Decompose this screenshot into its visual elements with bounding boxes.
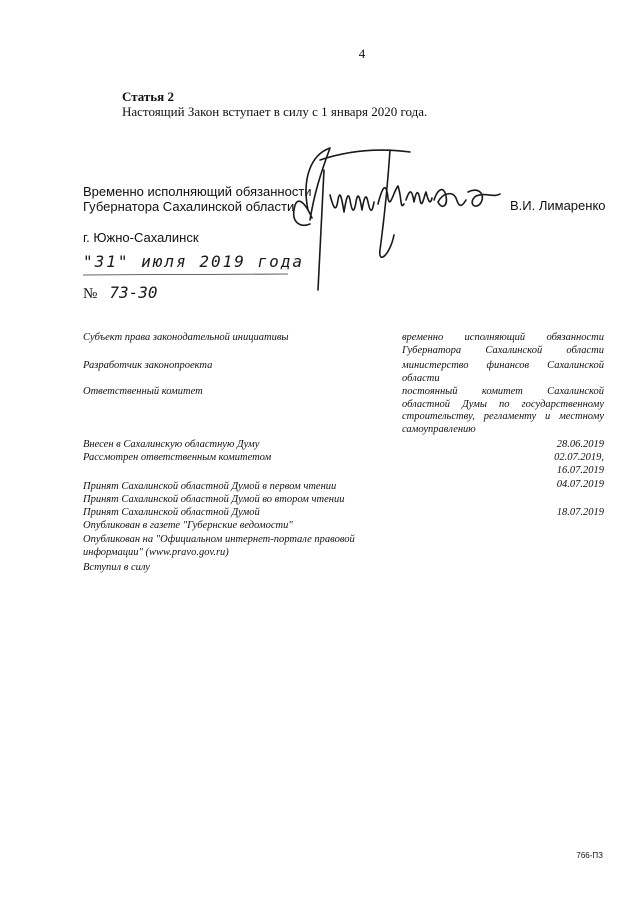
signer-position-line1: Временно исполняющий обязанности: [83, 184, 312, 199]
published-portal-label-1: Опубликован на "Официальном интернет-портале правовой: [83, 534, 355, 545]
signer-position-line2: Губернатора Сахалинской области: [83, 199, 295, 214]
number-symbol: №: [83, 286, 98, 302]
second-reading-label: Принят Сахалинской областной Думой во втором чтении: [83, 494, 345, 505]
footer-code: 766-ПЗ: [576, 851, 603, 860]
subject-value: временно исполняющий обязанности Губернатора Сахалинской области: [402, 332, 604, 356]
first-reading-date: 04.07.2019: [556, 479, 604, 490]
effective-label: Вступил в силу: [83, 562, 150, 573]
date-underline: [83, 272, 293, 278]
reviewed-date-2: 16.07.2019: [556, 465, 604, 476]
handwritten-signature: [290, 140, 505, 305]
first-reading-label: Принят Сахалинской областной Думой в первом чтении: [83, 481, 337, 492]
handwritten-number-line: [83, 283, 157, 303]
developer-value: министерство финансов Сахалинской области: [402, 360, 604, 384]
published-gazette-label: Опубликован в газете "Губернские ведомости": [83, 520, 293, 531]
committee-value: постоянный комитет Сахалинской областной Думы по государственному строительству, регламенту и местному самоуправлению: [402, 386, 604, 435]
city: г. Южно-Сахалинск: [83, 230, 199, 245]
developer-label: Разработчик законопроекта: [83, 360, 213, 371]
committee-label: Ответственный комитет: [83, 386, 203, 397]
reviewed-date-1: 02.07.2019,: [554, 452, 604, 463]
reviewed-label: Рассмотрен ответственным комитетом: [83, 452, 272, 463]
signer-name: В.И. Лимаренко: [510, 198, 606, 213]
article-text: Настоящий Закон вступает в силу с 1 января 2020 года.: [122, 104, 428, 119]
submitted-label: Внесен в Сахалинскую областную Думу: [83, 439, 260, 450]
subject-label: Субъект права законодательной инициативы: [83, 332, 289, 343]
adopted-date: 18.07.2019: [556, 507, 604, 518]
handwritten-date: "31" июля 2019 года: [83, 252, 305, 271]
article-title: Статья 2: [122, 89, 174, 104]
submitted-date: 28.06.2019: [556, 439, 604, 450]
page-number: 4: [358, 46, 366, 61]
published-portal-label-2: информации" (www.pravo.gov.ru): [83, 547, 229, 558]
handwritten-number: 73-30: [109, 283, 158, 302]
adopted-label: Принят Сахалинской областной Думой: [83, 507, 260, 518]
